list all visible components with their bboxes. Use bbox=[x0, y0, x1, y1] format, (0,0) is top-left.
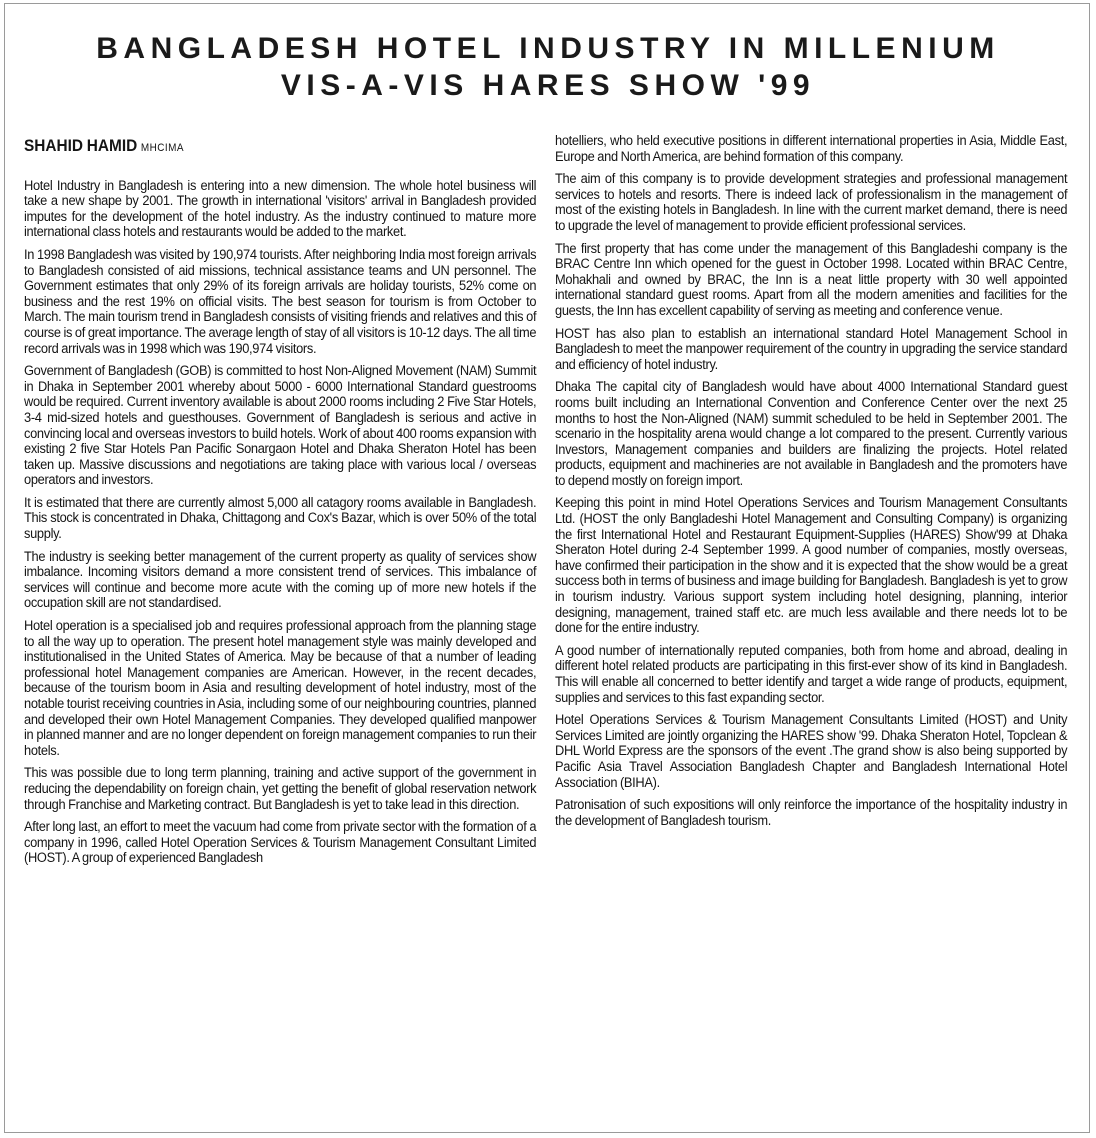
paragraph: The first property that has come under the management of this Bangladeshi company is the BRAC Centre Inn which opened for the guest in October 1998. Located within BRAC Centre, Mohakhali and owned by BRAC, the Inn is a neat little property with 30 well appointed international standard guest rooms. Apart from all the modern amenities and facilities for the guests, the Inn has excellent capability of serving as meeting and conference venue. bbox=[555, 240, 1068, 319]
author-name: SHAHID HAMID bbox=[24, 136, 138, 155]
paragraph: This was possible due to long term planning, training and active support of the government in reducing the dependability on foreign chain, yet getting the benefit of global reservation network through Franchise and Marketing contract. But Bangladesh is yet to take lead in this direction. bbox=[24, 765, 537, 813]
paragraph: Hotel Operations Services & Tourism Management Consultants Limited (HOST) and Unity Services Limited are jointly organizing the HARES show '99. Dhaka Sheraton Hotel, Topclean & DHL World Express are the sponsors of the event .The grand show is also being supported by Pacific Asia Travel Association Bangladesh Chapter and Bangladesh International Hotel Association (BIHA). bbox=[555, 712, 1068, 791]
title-line-2: VIS-A-VIS HARES SHOW '99 bbox=[280, 69, 816, 102]
paragraph: Hotel operation is a specialised job and requires professional approach from the planning stage to all the way up to operation. The present hotel management style was mainly developed and institutionalised in the United States of America. May be because of that a number of leading professional hotel Management companies are American. However, in the recent decades, because of the tourism boom in Asia and resulting development of hotel industry, most of the notable tourist receiving countries in Asia, including some of our neighbouring countries, planned and developed their own Hotel Management Companies. They developed qualified manpower in planned manner and are no longer dependent on foreign management companies to run their hotels. bbox=[24, 618, 537, 759]
paragraph: Keeping this point in mind Hotel Operations Services and Tourism Management Consultants Ltd. (HOST the only Bangladeshi Hotel Management and Consulting Company) is organizing the first International Hotel and Restaurant Equipment-Supplies (HARES) Show'99 at Dhaka Sheraton Hotel during 2-4 September 1999. A good number of companies, mostly overseas, have confirmed their participation in the show and it is expected that the show would be a great success both in terms of business and image building for Bangladesh. Bangladesh is yet to grow in tourism industry. Various support system including hotel designing, planning, interior designing, management, trained staff etc. are much less available and there needs lot to be done for the entire industry. bbox=[555, 495, 1068, 637]
paragraph: After long last, an effort to meet the vacuum had come from private sector with the formation of a company in 1996, called Hotel Operation Services & Tourism Management Consultant Limited (HOST). A group of experienced Bangladesh bbox=[24, 819, 537, 867]
paragraph: Hotel Industry in Bangladesh is entering into a new dimension. The whole hotel business will take a new shape by 2001. The growth in international 'visitors' arrival in Bangladesh provided imputes for the development of the hotel industry. As the industry continued to mature more international class hotels and restaurants would be added to the market. bbox=[24, 177, 537, 241]
paragraph: The aim of this company is to provide development strategies and professional management services to hotels and resorts. There is indeed lack of professionalism in the management of most of the existing hotels in Bangladesh. In line with the current market demand, there is need to upgrade the level of management to provide efficient professional services. bbox=[555, 171, 1068, 234]
paragraph: A good number of internationally reputed companies, both from home and abroad, dealing in different hotel related products are participating in this first-ever show of its kind in Bangladesh. This will enable all concerned to better identify and target a wide range of products, equipment, supplies and services to this fast expanding sector. bbox=[555, 642, 1068, 706]
paragraph: Government of Bangladesh (GOB) is committed to host Non-Aligned Movement (NAM) Summit in Dhaka in September 2001 whereby about 5000 - 6000 International Standard guestrooms would be required. Current inventory available is about 2000 rooms including 2 Five Star Hotels, 3-4 mid-sized hotels and guesthouses. Government of Bangladesh is serious and active in convincing local and overseas investors to build hotels. Work of about 400 rooms expansion with existing 2 five Star Hotels Pan Pacific Sonargaon Hotel and Dhaka Sheraton Hotel has been taken up. Massive discussions and negotiations are taking place with various local / overseas operators and investors. bbox=[24, 363, 537, 489]
paragraph: It is estimated that there are currently almost 5,000 all catagory rooms available in Bangladesh. This stock is concentrated in Dhaka, Chittagong and Cox's Bazar, which is over 50% of the total supply. bbox=[24, 494, 537, 543]
paragraph: hotelliers, who held executive positions in different international properties in Asia, Middle East, Europe and North America, are behind formation of this company. bbox=[555, 133, 1068, 165]
byline bbox=[24, 138, 536, 157]
left-column bbox=[24, 134, 536, 874]
article-title bbox=[0, 30, 1096, 104]
paragraph: Patronisation of such expositions will only reinforce the importance of the hospitality industry in the development of Bangladesh tourism. bbox=[555, 797, 1068, 829]
paragraph: Dhaka The capital city of Bangladesh would have about 4000 International Standard guest rooms built including an International Convention and Conference Center over the next 25 months to host the Non-Aligned (NAM) summit scheduled to be held in September 2001. The scenario in the hospitality arena would change a lot compared to the present. Currently various Investors, Management companies and builders are finalizing the projects. Hotel related products, equipment and machineries are not available in Bangladesh and the promoters have to depend mostly on foreign import. bbox=[555, 379, 1068, 489]
title-line-1: BANGLADESH HOTEL INDUSTRY IN MILLENIUM bbox=[96, 32, 1000, 65]
right-column bbox=[555, 134, 1067, 836]
author-credential: MHCIMA bbox=[140, 142, 184, 154]
paragraph: The industry is seeking better management of the current property as quality of services show imbalance. Incoming visitors demand a more consistent trend of services. This imbalance of services will continue and become more acute with the coming up of more new hotels if the occupation skill are not standardised. bbox=[24, 548, 537, 612]
paragraph: HOST has also plan to establish an international standard Hotel Management School in Bangladesh to meet the manpower requirement of the country in upgrading the service standard and efficiency of hotel industry. bbox=[555, 325, 1068, 373]
paragraph: In 1998 Bangladesh was visited by 190,974 tourists. After neighboring India most foreign arrivals to Bangladesh consisted of aid missions, technical assistance teams and UN personnel. The Government estimates that only 29% of its foreign arrivals are holiday tourists, 52% come on business and the rest 19% on official visits. The best season for tourism is from October to March. The main tourism trend in Bangladesh consists of visiting friends and relatives and this of course is of great importance. The average length of stay of all visitors is 10-12 days. The all time record arrivals was in 1998 which was 190,974 visitors. bbox=[24, 246, 537, 357]
